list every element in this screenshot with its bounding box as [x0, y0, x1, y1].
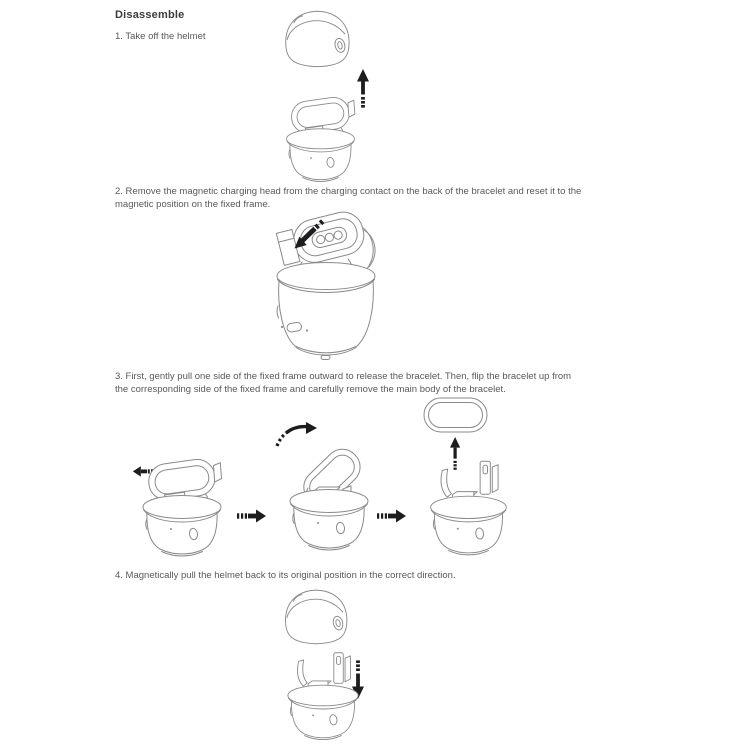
base-with-open-frame: [288, 653, 358, 740]
base-with-bracelet-flipped: [290, 442, 368, 550]
rotate-arrow-icon: [277, 422, 317, 446]
illustration-step3: [123, 392, 515, 566]
arrow-up-icon: [357, 69, 369, 108]
page-title: Disassemble: [115, 9, 185, 21]
arrow-right-icon: [377, 510, 406, 523]
step-2-text: 2. Remove the magnetic charging head from the charging contact on the back of the bracelet and reset it to the magnetic position on the fixed frame.: [115, 186, 582, 210]
step-4-text: 4. Magnetically pull the helmet back to its original position in the correct direction.: [115, 570, 456, 581]
bracelet-main-body: [424, 398, 487, 432]
illustration-step1: [268, 4, 380, 182]
arrow-up-icon: [450, 437, 460, 470]
illustration-step2: [262, 206, 396, 364]
helmet-illustration: [286, 11, 349, 66]
base-with-bracelet-flat: [143, 457, 222, 556]
base-with-open-frame: [431, 461, 507, 555]
step-3-text: 3. First, gently pull one side of the fixed frame outward to release the bracelet. Then, flip the bracelet up from the corresponding side of the fixed frame and carefully remove the main body of the bracelet.: [115, 371, 572, 395]
step-1-text: 1. Take off the helmet: [115, 31, 206, 42]
illustration-step4: [266, 582, 388, 750]
charging-base-with-bracelet: [287, 95, 355, 181]
helmet-illustration: [286, 590, 347, 644]
base-body-large: [277, 263, 375, 360]
arrow-right-icon: [237, 510, 266, 523]
